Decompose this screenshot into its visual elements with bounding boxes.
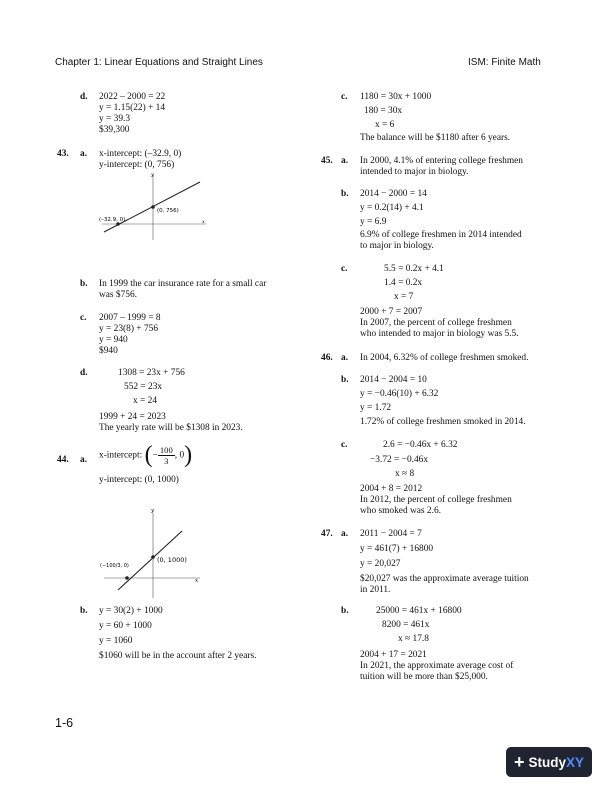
text-label: x-intercept: xyxy=(99,450,143,461)
text-line: 1.72% of college freshmen smoked in 2014. xyxy=(360,417,526,427)
part-letter: a. xyxy=(341,529,349,539)
equation-line: 1.4 = 0.2x xyxy=(384,278,423,288)
text-line: 6.9% of college freshmen in 2014 intended xyxy=(360,230,522,240)
text-line: $940 xyxy=(99,346,118,356)
right-paren: ) xyxy=(184,442,193,468)
text-line: 2022 – 2000 = 22 xyxy=(99,92,166,102)
text-line: in 2011. xyxy=(360,585,391,595)
text-line: to major in biology. xyxy=(360,241,434,251)
text-line: In 2007, the percent of college freshmen xyxy=(360,318,512,328)
equation-line: 180 = 30x xyxy=(364,106,403,116)
x-axis-label: x xyxy=(202,219,205,225)
part-letter: c. xyxy=(341,92,348,102)
part-letter: c. xyxy=(341,440,348,450)
text-tail: , 0 xyxy=(174,450,185,461)
text-line: was $756. xyxy=(99,290,138,300)
text-line: 2004 + 17 = 2021 xyxy=(360,650,427,660)
y-axis-label: y xyxy=(151,172,154,178)
problem-number: 45. xyxy=(321,156,333,166)
x-intercept-label: (−100/3, 0) xyxy=(100,563,129,569)
equation-line: 552 = 23x xyxy=(124,382,163,392)
fraction-denominator: 3 xyxy=(164,456,169,466)
part-letter: d. xyxy=(80,368,88,378)
part-letter: a. xyxy=(341,353,349,363)
text-line: 2004 + 8 = 2012 xyxy=(360,484,423,494)
text-line: 2000 + 7 = 2007 xyxy=(360,307,423,317)
equation-line: y = 60 + 1000 xyxy=(99,621,152,631)
text-line: y = 1.15(22) + 14 xyxy=(99,103,166,113)
equation-line: y = 6.9 xyxy=(360,217,387,227)
part-letter: d. xyxy=(80,92,88,102)
y-intercept-label: (0, 756) xyxy=(157,208,179,214)
equation-line: x = 7 xyxy=(394,292,414,302)
part-letter: a. xyxy=(341,156,349,166)
page-number: 1-6 xyxy=(55,716,74,730)
text-line: In 1999 the car insurance rate for a small car xyxy=(99,279,267,289)
x-intercept-point xyxy=(125,576,129,580)
part-letter: a. xyxy=(80,149,88,159)
plus-icon: + xyxy=(513,752,525,772)
text-line: tuition will be more than $25,000. xyxy=(360,672,488,682)
left-paren: ( xyxy=(144,442,153,468)
text-line: In 2012, the percent of college freshmen xyxy=(360,495,512,505)
brand-name xyxy=(528,755,584,770)
part-letter: c. xyxy=(341,264,348,274)
intercept-graph-43 xyxy=(96,170,211,240)
part-letter: b. xyxy=(341,606,349,616)
brand-prefix: Study xyxy=(528,754,566,770)
running-header-left: Chapter 1: Linear Equations and Straight Lines xyxy=(55,57,263,68)
part-letter: b. xyxy=(80,606,88,616)
fraction xyxy=(158,445,175,466)
equation-line: 5.5 = 0.2x + 4.1 xyxy=(384,264,444,274)
y-intercept-point xyxy=(151,205,155,209)
x-intercept-expression xyxy=(99,442,192,469)
fraction-numerator: 100 xyxy=(159,445,173,455)
equation-line: y = 461(7) + 16800 xyxy=(360,544,434,554)
text-line: In 2021, the approximate average cost of xyxy=(360,661,514,671)
text-line: y = 23(8) + 756 xyxy=(99,324,159,334)
text-line: y = 940 xyxy=(99,335,128,345)
text-line: The balance will be $1180 after 6 years. xyxy=(360,133,511,143)
y-intercept-label: (0, 1000) xyxy=(157,556,187,564)
intercept-graph-44 xyxy=(100,505,210,600)
running-header-right: ISM: Finite Math xyxy=(468,57,541,68)
part-letter: b. xyxy=(341,375,349,385)
problem-number: 43. xyxy=(57,149,69,159)
minus-sign: − xyxy=(152,450,158,461)
text-line: intended to major in biology. xyxy=(360,167,469,177)
brand-suffix: XY xyxy=(566,754,585,770)
text-line: In 2004, 6.32% of college freshmen smoked. xyxy=(360,353,529,363)
text-line: $20,027 was the approximate average tuition xyxy=(360,574,529,584)
equation-line: 25000 = 461x + 16800 xyxy=(376,606,462,616)
text-line: who intended to major in biology was 5.5. xyxy=(360,329,519,339)
problem-number: 46. xyxy=(321,353,333,363)
equation-line: y = 0.2(14) + 4.1 xyxy=(360,203,424,213)
text-line: y = 39.3 xyxy=(99,114,131,124)
text-line: In 2000, 4.1% of entering college freshmen xyxy=(360,156,523,166)
equation-line: 2.6 = −0.46x + 6.32 xyxy=(383,440,458,450)
text-line: y-intercept: (0, 756) xyxy=(99,160,175,170)
equation-line: 1308 = 23x + 756 xyxy=(118,368,185,378)
y-axis-label: y xyxy=(151,508,155,514)
studyxy-logo-link[interactable] xyxy=(506,747,592,777)
x-axis-label: x xyxy=(195,578,199,584)
part-letter: b. xyxy=(341,189,349,199)
equation-line: x ≈ 17.8 xyxy=(398,634,429,644)
equation-line: x ≈ 8 xyxy=(395,469,415,479)
equation-line: x = 24 xyxy=(133,396,158,406)
text-line: x-intercept: (–32.9, 0) xyxy=(99,149,182,159)
text-line: The yearly rate will be $1308 in 2023. xyxy=(99,423,243,433)
part-letter: b. xyxy=(80,279,88,289)
text-line: $39,300 xyxy=(99,125,130,135)
equation-line: −3.72 = −0.46x xyxy=(370,455,429,465)
problem-number: 47. xyxy=(321,529,333,539)
equation-line: y = 20,027 xyxy=(360,559,401,569)
text-line: 1999 + 24 = 2023 xyxy=(99,412,166,422)
equation-line: y = 1060 xyxy=(99,636,133,646)
y-intercept-point xyxy=(151,555,155,559)
equation-line: y = 1.72 xyxy=(360,403,392,413)
equation-line: 2014 − 2000 = 14 xyxy=(360,189,427,199)
text-line: 2007 – 1999 = 8 xyxy=(99,313,161,323)
equation-line: x = 6 xyxy=(375,120,395,130)
equation-line: y = 30(2) + 1000 xyxy=(99,606,163,616)
problem-number: 44. xyxy=(57,455,69,465)
x-intercept-label: (–32.9, 0) xyxy=(99,217,126,223)
part-letter: c. xyxy=(80,313,87,323)
equation-line: 2011 − 2004 = 7 xyxy=(360,529,422,539)
equation-line: 2014 − 2004 = 10 xyxy=(360,375,427,385)
equation-line: 1180 = 30x + 1000 xyxy=(360,92,432,102)
text-line: $1060 will be in the account after 2 years. xyxy=(99,651,257,661)
equation-line: 8200 = 461x xyxy=(382,620,430,630)
text-line: who smoked was 2.6. xyxy=(360,506,441,516)
equation-line: y = −0.46(10) + 6.32 xyxy=(360,389,439,399)
text-line: y-intercept: (0, 1000) xyxy=(99,475,179,485)
part-letter: a. xyxy=(80,455,88,465)
